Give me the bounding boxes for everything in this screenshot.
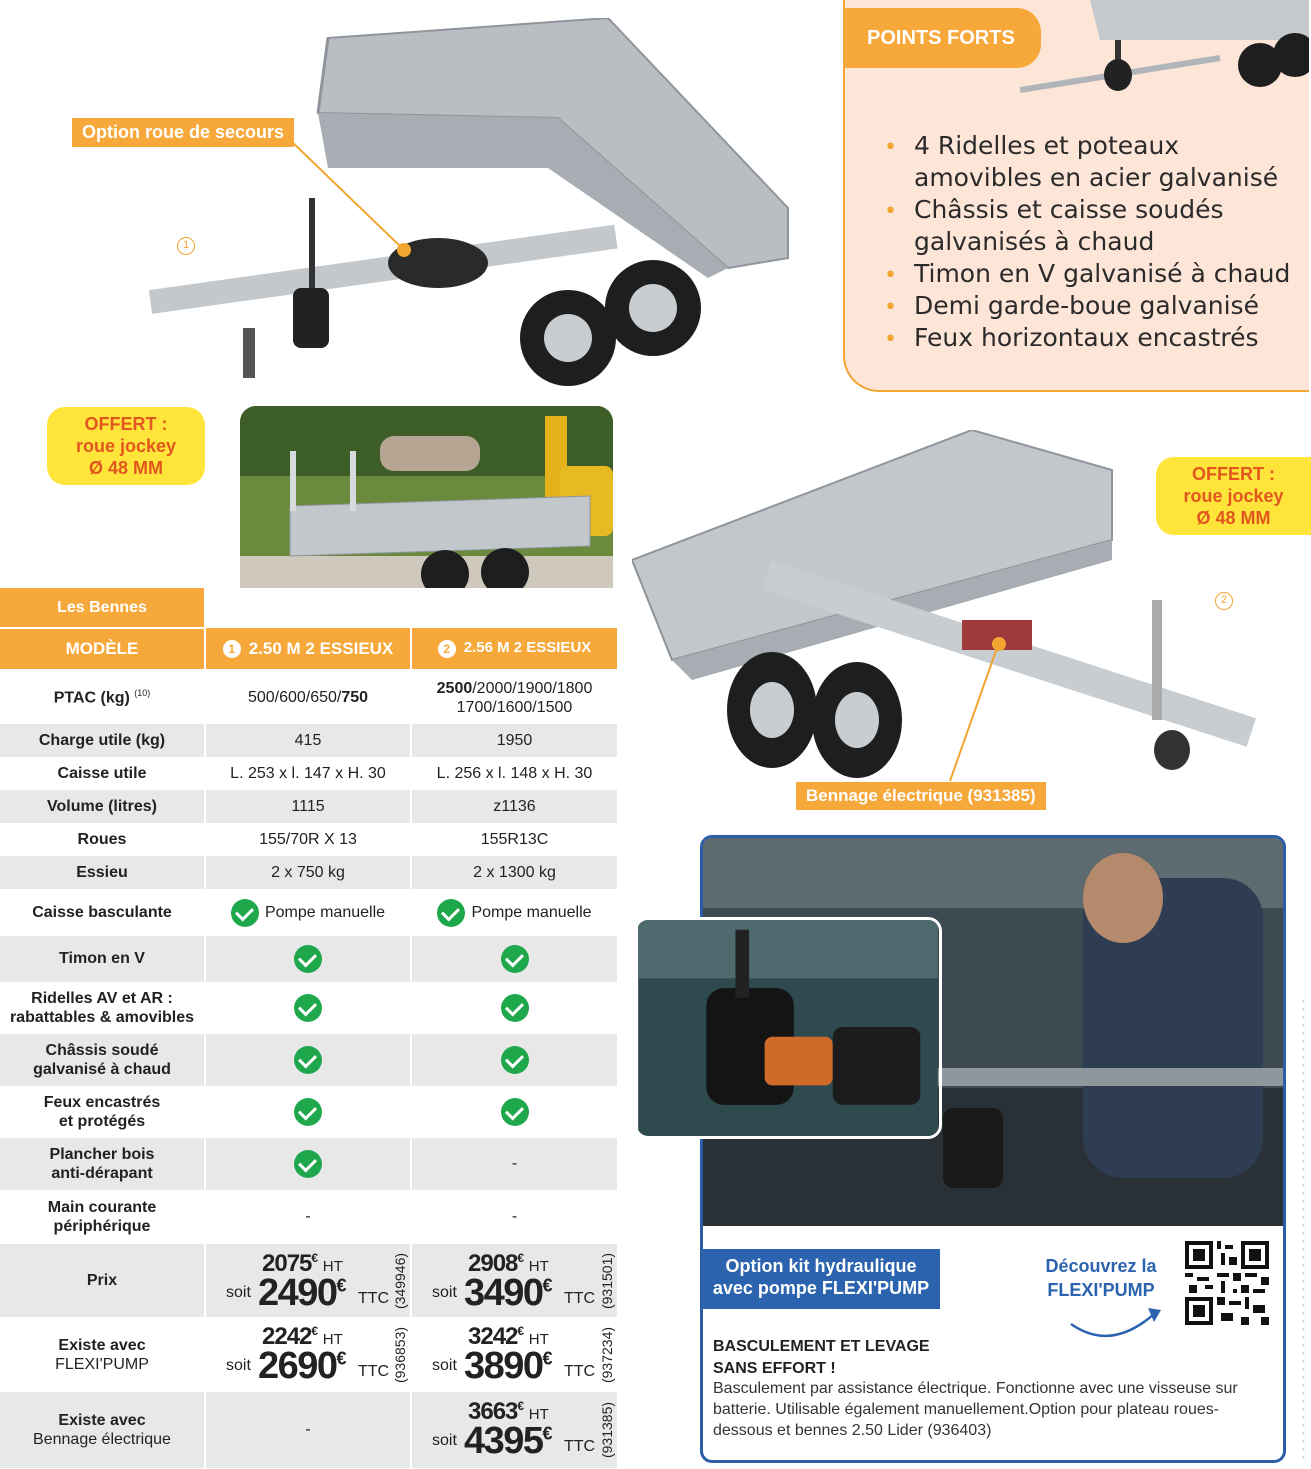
bennage-label: Bennage électrique (931385) [796,782,1046,810]
side-note-strip [1296,1000,1310,1460]
row-label-timon: Timon en V [0,936,205,982]
header-col1: 1 2.50 M 2 ESSIEUX [205,628,411,670]
flexipump-option-label [702,1249,940,1309]
offert-line1: OFFERT : [1192,464,1275,484]
qr-code-icon[interactable] [1185,1241,1269,1325]
flexipump-option-line1: Option kit hydraulique [725,1256,917,1276]
row-label-charge: Charge utile (kg) [0,724,205,757]
points-forts-title: POINTS FORTS [843,8,1041,68]
callout-line [285,135,415,260]
points-forts-item: • Feux horizontaux encastrés [884,322,1304,354]
pump-closeup-photo [634,917,942,1139]
volume-v2: z1136 [411,790,617,823]
basculante-v2: Pompe manuelle [411,889,617,936]
offert-line3: Ø 48 MM [1196,508,1271,528]
check-icon [294,1150,322,1178]
check-icon [294,1098,322,1126]
header-col2: 2 2.56 M 2 ESSIEUX [411,628,617,670]
row-label-feux: Feux encastrés et protégés [0,1086,205,1138]
flexipump-heading [713,1336,930,1380]
row-label-chassis: Châssis soudé galvanisé à chaud [0,1034,205,1086]
heading-line2: SANS EFFORT ! [713,1360,836,1377]
roues-v1: 155/70R X 13 [205,823,411,856]
row-label-roues: Roues [0,823,205,856]
header-model: MODÈLE [0,628,205,670]
row-label-plancher: Plancher bois anti-dérapant [0,1138,205,1190]
discover-line1: Découvrez la [1045,1256,1157,1276]
price-cell: 2075€ HT soit 2490€ TTC (349946) [226,1250,409,1314]
caisse-v2: L. 256 x l. 148 x H. 30 [411,757,617,790]
ptac-v1: 500/600/650/750 [205,670,411,724]
points-forts-item: • Demi garde-boue galvanisé [884,290,1304,322]
check-icon [501,1046,529,1074]
charge-v2: 1950 [411,724,617,757]
check-icon [437,899,465,927]
row-label-flexipump: Existe avec FLEXI'PUMP [0,1317,205,1392]
row-label-basculante: Caisse basculante [0,889,205,936]
check-icon [501,1098,529,1126]
charge-v1: 415 [205,724,411,757]
points-forts-trailer-photo [1020,0,1309,108]
check-icon [294,994,322,1022]
offert-line3: Ø 48 MM [88,458,163,478]
trailer-loading-photo [240,406,613,614]
marker-2: 2 [1215,592,1233,610]
row-label-prix: Prix [0,1244,205,1317]
check-icon [501,945,529,973]
offert-line2: roue jockey [75,436,177,456]
points-forts-item: • Timon en V galvanisé à chaud [884,258,1304,290]
points-forts-list [884,130,1304,354]
check-icon [294,945,322,973]
row-label-ridelles: Ridelles AV et AR : rabattables & amovibles [0,982,205,1034]
price-cell: 3663€ HT soit 4395€ TTC (931385) [432,1398,616,1462]
row-label-caisse: Caisse utile [0,757,205,790]
check-icon [231,899,259,927]
discover-line2: FLEXI'PUMP [1047,1280,1155,1300]
flexipump-option-line2: avec pompe FLEXI'PUMP [712,1278,930,1298]
check-icon [294,1046,322,1074]
basculante-v1: Pompe manuelle [205,889,411,936]
row-label-main-courante: Main courante périphérique [0,1190,205,1244]
offert-badge-left [47,407,205,485]
points-forts-item: • Châssis et caisse soudés galvanisés à chaud [884,194,1304,258]
table-section-title: Les Bennes [0,588,205,628]
volume-v1: 1115 [205,790,411,823]
price-cell: 2908€ HT soit 3490€ TTC (931501) [432,1250,616,1314]
caisse-v1: L. 253 x l. 147 x H. 30 [205,757,411,790]
offert-line2: roue jockey [1183,486,1284,506]
bennage-v1: - [205,1392,411,1468]
option-roue-label: Option roue de secours [72,118,294,147]
marker-1: 1 [177,237,195,255]
essieu-v1: 2 x 750 kg [205,856,411,889]
spec-table [0,588,617,1468]
plancher-v2: - [411,1138,617,1190]
row-label-ptac: PTAC (kg) $^{(10)}$ [0,670,205,724]
row-label-bennage: Existe avec Bennage électrique [0,1392,205,1468]
flexipump-discover [1030,1254,1172,1302]
check-icon [501,994,529,1022]
row-label-essieu: Essieu [0,856,205,889]
trailer-photo-tipping [128,18,808,388]
heading-line1: BASCULEMENT ET LEVAGE [713,1338,930,1355]
offert-line1: OFFERT : [84,414,168,434]
curved-arrow-icon [1066,1302,1166,1342]
main-courante-v2: - [411,1190,617,1244]
offert-badge-right [1156,457,1311,535]
points-forts-item: • 4 Ridelles et poteaux amovibles en acier galvanisé [884,130,1304,194]
callout-line-2 [940,635,1010,785]
essieu-v2: 2 x 1300 kg [411,856,617,889]
flexipump-description: Basculement par assistance électrique. Fonctionne avec une visseuse sur batterie. Utilisable également manuellement.Option pour plateau roues-dessous et bennes 2.50 Lider (936403) [713,1380,1238,1439]
row-label-volume: Volume (litres) [0,790,205,823]
ptac-v2: 2500/2000/1900/1800 1700/1600/1500 [411,670,617,724]
price-cell: 3242€ HT soit 3890€ TTC (937234) [432,1323,616,1387]
price-cell: 2242€ HT soit 2690€ TTC (936853) [226,1323,409,1387]
main-courante-v1: - [205,1190,411,1244]
roues-v2: 155R13C [411,823,617,856]
